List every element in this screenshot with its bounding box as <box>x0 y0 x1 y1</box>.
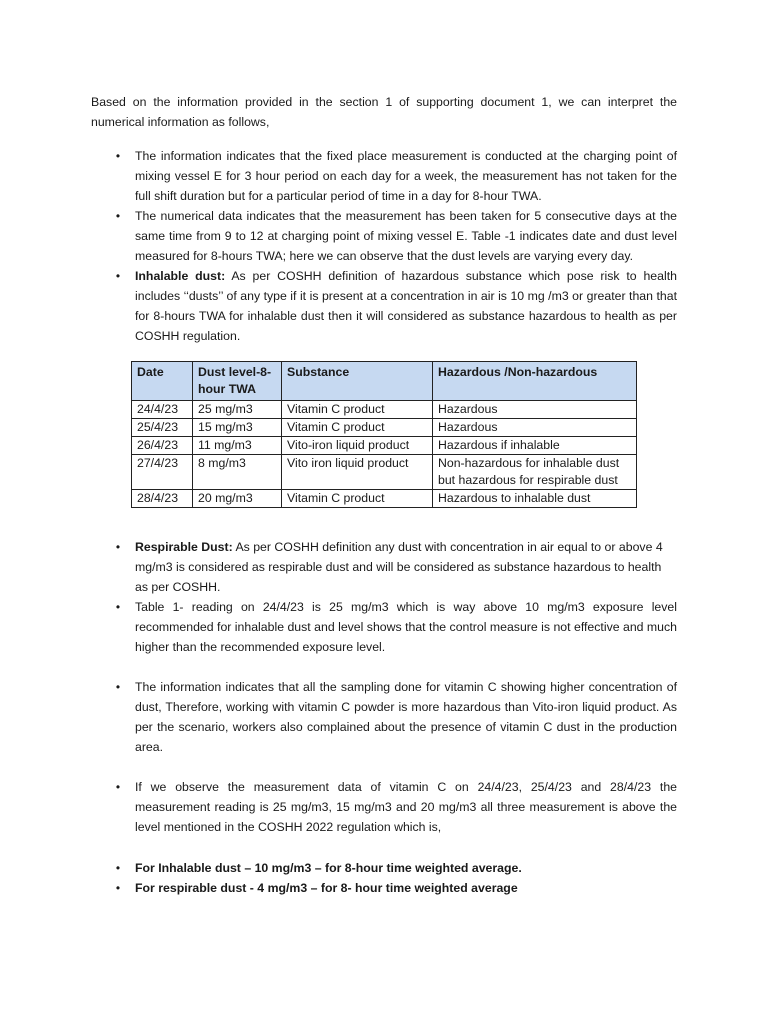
cell-dust-level: 11 mg/m3 <box>193 437 282 455</box>
bullet-text: The information indicates that all the sampling done for vitamin C showing higher concentration of dust, Therefore, working with vitamin C powder is more hazardous than Vito-iron liquid product. As per the scenario, workers also complained about the presence of vitamin C dust in the production area. <box>135 680 677 754</box>
cell-hazardous: Hazardous to inhalable dust <box>433 490 637 508</box>
bullet-inhalable-dust <box>91 266 677 346</box>
bullet-respirable-limit <box>91 878 677 898</box>
limit-inhalable: For Inhalable dust – 10 mg/m3 – for 8-hour time weighted average. <box>135 861 522 875</box>
table-header-row <box>132 362 637 401</box>
cell-date: 26/4/23 <box>132 437 193 455</box>
bullet-heading: Inhalable dust: <box>135 269 226 283</box>
dust-level-table <box>131 361 637 508</box>
bullet-table-reading <box>91 597 677 657</box>
cell-hazardous: Hazardous <box>433 419 637 437</box>
col-header-date: Date <box>132 362 193 401</box>
bullet-text: Table 1- reading on 24/4/23 is 25 mg/m3 which is way above 10 mg/m3 exposure level recommended for inhalable dust and level shows that the control measure is not effective and much higher than the recommended exposure level. <box>135 600 677 654</box>
bullet-dot: • <box>115 269 121 283</box>
bullet-text <box>135 537 677 597</box>
cell-hazardous: Hazardous if inhalable <box>433 437 637 455</box>
cell-substance: Vito-iron liquid product <box>282 437 433 455</box>
cell-hazardous: Hazardous <box>433 401 637 419</box>
bullet-dot: • <box>115 881 121 895</box>
bullet-inhalable-limit <box>91 858 677 878</box>
bullet-dot: • <box>115 540 121 554</box>
bullet-text: If we observe the measurement data of vitamin C on 24/4/23, 25/4/23 and 28/4/23 the measurement reading is 25 mg/m3, 15 mg/m3 and 20 mg/m3 all three measurement is above the level mentioned in the COSHH 2022 regulation which is, <box>135 780 677 834</box>
bullet-text <box>135 266 677 346</box>
bullet-vitamin-c <box>91 677 677 757</box>
cell-hazardous: Non-hazardous for inhalable dust but hazardous for respirable dust <box>433 455 637 490</box>
cell-substance: Vito iron liquid product <box>282 455 433 490</box>
bullet-measurement-observe <box>91 777 677 837</box>
bullet-dot: • <box>115 600 121 614</box>
bullet-dot: • <box>115 209 121 223</box>
cell-substance: Vitamin C product <box>282 419 433 437</box>
table-row <box>132 455 637 490</box>
bullet-text: The information indicates that the fixed place measurement is conducted at the charging point of mixing vessel E for 3 hour period on each day for a week, the measurement has not taken for the full shift duration but for a particular period of time in a day for 8-hour TWA. <box>135 149 677 203</box>
table-row <box>132 401 637 419</box>
bullet-respirable-dust <box>91 537 677 597</box>
cell-dust-level: 8 mg/m3 <box>193 455 282 490</box>
bullet-text: The numerical data indicates that the measurement has been taken for 5 consecutive days at the same time from 9 to 12 at charging point of mixing vessel E. Table -1 indicates date and dust level measured for 8-hours TWA; here we can observe that the dust levels are varying every day. <box>135 209 677 263</box>
cell-dust-level: 15 mg/m3 <box>193 419 282 437</box>
cell-date: 27/4/23 <box>132 455 193 490</box>
bullet-dot: • <box>115 149 121 163</box>
table-row <box>132 490 637 508</box>
cell-date: 28/4/23 <box>132 490 193 508</box>
bullet-fixed-place <box>91 146 677 206</box>
col-header-dust-level: Dust level-8-hour TWA <box>193 362 282 401</box>
bullet-text <box>135 858 677 878</box>
cell-dust-level: 20 mg/m3 <box>193 490 282 508</box>
cell-substance: Vitamin C product <box>282 401 433 419</box>
cell-date: 25/4/23 <box>132 419 193 437</box>
bullet-numerical-data <box>91 206 677 266</box>
col-header-substance: Substance <box>282 362 433 401</box>
bullet-dot: • <box>115 861 121 875</box>
bullet-body: As per COSHH definition of hazardous substance which pose risk to health includes ‘‘dusts’’ of any type if it is present at a concentration in air is 10 mg /m3 or greater than that for 8-hours TWA for inhalable dust then it will considered as substance hazardous to health as per COSHH regulation. <box>135 269 677 343</box>
cell-date: 24/4/23 <box>132 401 193 419</box>
cell-substance: Vitamin C product <box>282 490 433 508</box>
intro-paragraph: Based on the information provided in the section 1 of supporting document 1, we can interpret the numerical information as follows, <box>91 95 677 129</box>
cell-dust-level: 25 mg/m3 <box>193 401 282 419</box>
table-row <box>132 419 637 437</box>
bullet-body: As per COSHH definition any dust with concentration in air equal to or above 4 mg/m3 is considered as respirable dust and will be considered as substance hazardous to health as per COSHH. <box>135 540 663 594</box>
limit-respirable: For respirable dust - 4 mg/m3 – for 8- hour time weighted average <box>135 881 518 895</box>
bullet-dot: • <box>115 680 121 694</box>
col-header-hazardous: Hazardous /Non-hazardous <box>433 362 637 401</box>
bullet-heading: Respirable Dust: <box>135 540 233 554</box>
bullet-text <box>135 878 677 898</box>
bullet-dot: • <box>115 780 121 794</box>
table-row <box>132 437 637 455</box>
